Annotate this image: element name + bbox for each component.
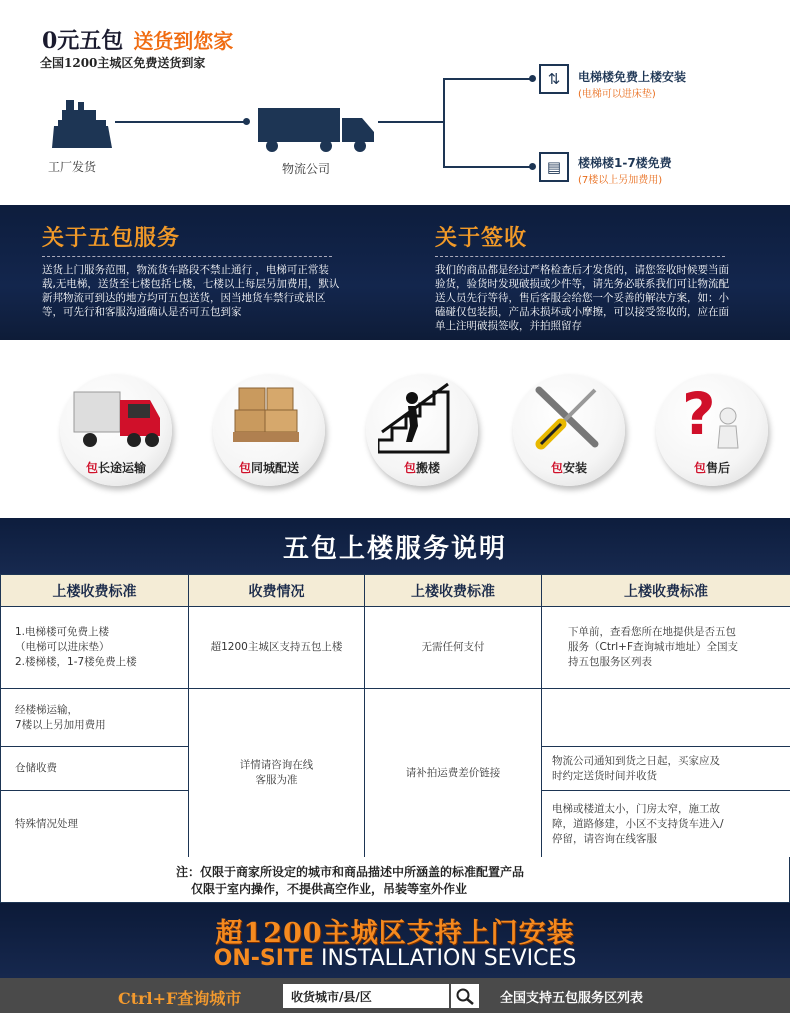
table-cell: 仓储收费 [1, 747, 189, 791]
svg-text:?: ? [682, 382, 716, 448]
table-cell: 特殊情况处理 [1, 791, 189, 858]
service-label: 长途运输 [98, 461, 147, 475]
flow-line [443, 78, 531, 80]
service-table [0, 574, 790, 858]
service-carry-upstairs [358, 374, 478, 494]
divider [42, 256, 332, 257]
headline-left: 0元五包 [42, 28, 124, 54]
flow-dot [529, 75, 536, 82]
stairs-carry-icon [378, 382, 468, 454]
service-prefix: 包 [403, 461, 416, 475]
about-sign-text: 我们的商品都是经过严格检查后才发货的，请您签收时候要当面验货，验货时发现破损或少件等，请先务必联系我们可让物流配送人员先行等待，售后客服会给您一个妥善的解决方案，如：小磕碰仅包装损，产品未损坏或小摩擦，可以接受签收的，应在面单上注明破损签收，并拍照留存 [435, 264, 729, 332]
elevator-icon: ⇅ [539, 64, 569, 94]
stairs-title: 楼梯楼1-7楼免费 [578, 156, 672, 170]
service-label: 搬楼 [416, 461, 441, 475]
service-prefix: 包 [693, 461, 706, 475]
about-service-title: 关于五包服务 [42, 225, 181, 251]
note-line: 注：仅限于商家所设定的城市和商品描述中所涵盖的标准配置产品 [176, 865, 525, 879]
service-local-delivery [205, 374, 325, 494]
table-header-banner [0, 518, 790, 574]
table-cell: 物流公司通知到货之日起，买家应及 时约定送货时间并收货 [542, 747, 790, 791]
table-row [1, 607, 790, 689]
services-row [0, 340, 790, 518]
banner-subtitle: ON-SITE INSTALLATION SEVICES [213, 946, 577, 971]
table-header: 上楼收费标准 [365, 575, 542, 607]
flow-line [115, 121, 245, 123]
stairs-note: (7楼以上另加费用) [578, 175, 663, 186]
search-label: Ctrl+F查询城市 [118, 989, 242, 1008]
table-header: 收费情况 [189, 575, 365, 607]
truck-icon [72, 382, 162, 454]
service-installation [505, 374, 625, 494]
table-header: 上楼收费标准 [542, 575, 790, 607]
about-service-text: 送货上门服务范围，物流货车路段不禁止通行 ，电梯可正常装载,无电梯，送货至七楼包括七楼，七楼以上每层另加费用，默认新邦物流可到达的地方均可五包送货，因当地货车禁行或景区等，可先行和客服沟通确认是否可五包到家 [42, 264, 340, 318]
table-cell: 请补拍运费差价链接 [365, 689, 542, 858]
delivery-flow-section [0, 0, 790, 205]
search-icon [455, 987, 475, 1005]
stairs-icon: ▤ [539, 152, 569, 182]
divider [435, 256, 725, 257]
service-long-haul [52, 374, 172, 494]
elevator-note: (电梯可以进床垫) [578, 89, 656, 100]
table-cell: 经楼梯运输， 7楼以上另加用费用 [1, 689, 189, 747]
headline-subtitle: 全国1200主城区免费送货到家 [40, 56, 206, 70]
tools-icon [525, 382, 615, 454]
note-line: 仅限于室内操作，不提供高空作业，吊装等室外作业 [191, 882, 468, 896]
table-cell: 下单前，查看您所在地提供是否五包 服务（Ctrl+F查询城市地址）全国支 持五包服务区列表 [542, 607, 790, 689]
headline [42, 24, 233, 55]
truck-icon [258, 106, 378, 154]
service-label: 安装 [563, 461, 588, 475]
service-area-list-link[interactable]: 全国支持五包服务区列表 [500, 991, 644, 1006]
table-cell: 无需任何支付 [365, 607, 542, 689]
table-cell: 详情请咨询在线 客服为准 [189, 689, 365, 858]
table-title: 五包上楼服务说明 [282, 533, 507, 564]
installation-banner [0, 903, 790, 978]
table-cell: 电梯或楼道太小，门房太窄，施工故 障，道路修建，小区不支持货车进入/ 停留，请咨询在线客服 [542, 791, 790, 858]
table-cell [542, 689, 790, 747]
question-icon [668, 382, 758, 454]
service-prefix: 包 [238, 461, 251, 475]
service-label: 同城配送 [251, 461, 300, 475]
city-search-input[interactable] [283, 984, 449, 1008]
elevator-title: 电梯楼免费上楼安装 [578, 70, 687, 84]
table-cell: 超1200主城区支持五包上楼 [189, 607, 365, 689]
logistics-label: 物流公司 [282, 162, 331, 176]
banner-title: 超1200主城区支持上门安装 [215, 918, 575, 949]
service-label: 售后 [706, 461, 731, 475]
flow-line [443, 166, 531, 168]
table-cell: 1.电梯楼可免费上楼 （电梯可以进床垫） 2.楼梯楼，1-7楼免费上楼 [1, 607, 189, 689]
flow-dot [529, 163, 536, 170]
service-prefix: 包 [550, 461, 563, 475]
service-prefix: 包 [85, 461, 98, 475]
boxes-icon [225, 382, 315, 454]
table-header: 上楼收费标准 [1, 575, 189, 607]
about-section [0, 205, 790, 340]
table-note [0, 857, 790, 903]
about-service [42, 221, 342, 319]
city-search-bar [0, 978, 790, 1013]
service-after-sales [648, 374, 768, 494]
search-button[interactable] [451, 984, 479, 1008]
flow-dot [243, 118, 250, 125]
factory-icon [48, 96, 116, 152]
about-sign-title: 关于签收 [435, 225, 528, 251]
table-header-row [1, 575, 790, 607]
flow-line [378, 121, 444, 123]
headline-right: 送货到您家 [133, 29, 234, 53]
table-row [1, 689, 790, 747]
about-sign [435, 221, 735, 333]
flow-branch-line [443, 78, 445, 168]
factory-label: 工厂发货 [48, 160, 97, 174]
